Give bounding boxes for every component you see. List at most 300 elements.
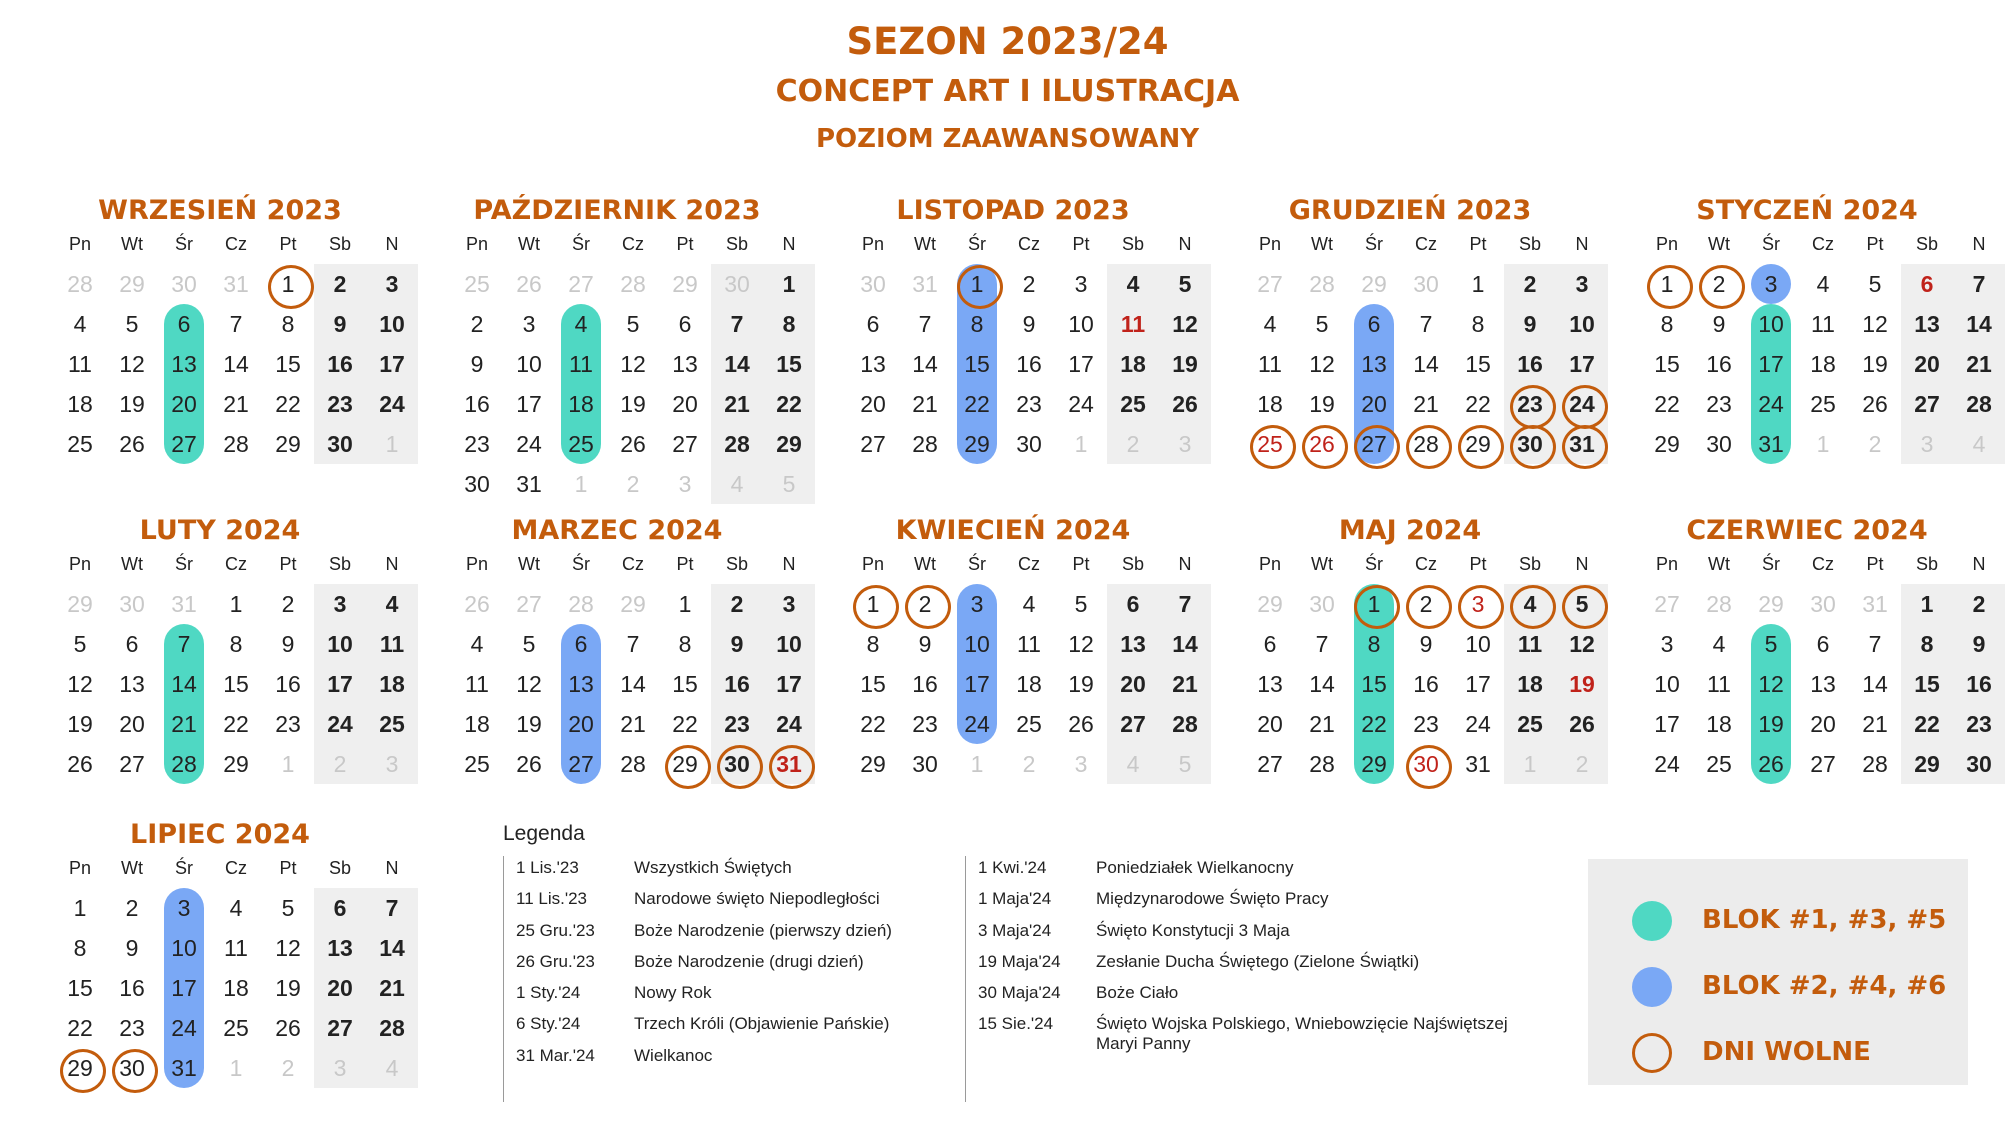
day-cell: 21: [724, 391, 750, 417]
day-cell: 17: [964, 671, 990, 697]
day-cell: 2: [730, 591, 744, 617]
weekday-header: Wt: [518, 234, 540, 254]
weekday-header: Sb: [1915, 554, 1939, 574]
day-cell: 28: [1309, 751, 1335, 777]
day-cell: 26: [1862, 391, 1888, 417]
month-grid: [1244, 554, 1595, 784]
day-cell: 14: [1413, 351, 1439, 377]
weekday-header: Śr: [175, 858, 193, 878]
adjacent-month-day: 28: [1309, 271, 1335, 297]
day-cell: 12: [275, 935, 301, 961]
weekday-header: N: [1575, 554, 1589, 574]
day-cell: 10: [1068, 311, 1094, 337]
day-cell: 4: [1263, 311, 1277, 337]
day-cell: 27: [1914, 391, 1940, 417]
weekday-header: Pn: [68, 858, 92, 878]
weekday-header: Pt: [1469, 554, 1487, 574]
month-name: WRZESIEŃ 2023: [98, 195, 342, 226]
adjacent-month-day: 30: [119, 591, 145, 617]
day-cell: 6: [574, 631, 588, 657]
day-cell: 16: [275, 671, 301, 697]
key-days-off: [1632, 1033, 1952, 1073]
day-cell: 10: [776, 631, 802, 657]
day-cell: 10: [171, 935, 197, 961]
day-cell: 10: [1654, 671, 1680, 697]
day-cell: 5: [1074, 591, 1088, 617]
day-cell: 26: [1068, 711, 1094, 737]
day-cell: 30: [327, 431, 353, 457]
day-cell: 4: [1504, 584, 1556, 624]
adjacent-month-day: 28: [67, 271, 93, 297]
day-cell: 12: [620, 351, 646, 377]
day-cell: 2: [899, 584, 951, 624]
day-cell: 31: [1465, 751, 1491, 777]
day-cell: 5: [626, 311, 640, 337]
day-cell: 23: [327, 391, 353, 417]
adjacent-month-day: 5: [1178, 751, 1192, 777]
day-cell: 13: [171, 351, 197, 377]
day-cell: 21: [1309, 711, 1335, 737]
day-cell: 6: [333, 895, 347, 921]
day-cell: 9: [470, 351, 484, 377]
day-cell: 25: [1810, 391, 1836, 417]
day-cell: 22: [672, 711, 698, 737]
day-cell: 21: [1862, 711, 1888, 737]
day-cell: 16: [1413, 671, 1439, 697]
day-cell: 18: [568, 391, 594, 417]
day-cell: 22: [1465, 391, 1491, 417]
day-cell: 28: [223, 431, 249, 457]
day-cell: 22: [964, 391, 990, 417]
day-cell: 3: [1074, 271, 1088, 297]
weekday-header: Pt: [676, 234, 694, 254]
day-cell: 29: [1361, 751, 1387, 777]
day-cell: 13: [1257, 671, 1283, 697]
day-cell: 1: [229, 591, 243, 617]
day-cell: 27: [171, 431, 197, 457]
legend-row: [966, 1012, 1525, 1054]
day-cell: 17: [1654, 711, 1680, 737]
day-cell: 27: [1810, 751, 1836, 777]
weekday-header: Pn: [1258, 234, 1282, 254]
day-cell: 7: [626, 631, 640, 657]
day-cell: 14: [1172, 631, 1198, 657]
day-cell: 1: [951, 264, 1003, 304]
month-name: CZERWIEC 2024: [1686, 515, 1928, 546]
day-cell: 7: [1868, 631, 1882, 657]
day-cell: 27: [1120, 711, 1146, 737]
adjacent-month-day: 2: [1022, 751, 1036, 777]
day-cell: 9: [1419, 631, 1433, 657]
day-cell: 30: [1706, 431, 1732, 457]
day-cell: 4: [1022, 591, 1036, 617]
day-cell: 5: [1764, 631, 1778, 657]
day-cell: 23: [912, 711, 938, 737]
day-cell: 15: [776, 351, 802, 377]
weekday-header: Śr: [1762, 234, 1780, 254]
weekday-header: Sb: [328, 554, 352, 574]
day-cell: 18: [464, 711, 490, 737]
day-cell: 10: [327, 631, 353, 657]
day-cell: 24: [1654, 751, 1680, 777]
legend-title: Legenda: [503, 822, 585, 845]
weekday-header: Sb: [725, 554, 749, 574]
day-cell: 5: [281, 895, 295, 921]
day-cell: 1: [847, 584, 899, 624]
day-cell: 28: [1400, 424, 1452, 464]
page-title: SEZON 2023/24: [846, 20, 1169, 63]
day-cell: 29: [964, 431, 990, 457]
adjacent-month-day: 28: [568, 591, 594, 617]
month-name: LISTOPAD 2023: [896, 195, 1130, 226]
legend-row: [504, 950, 953, 981]
weekday-header: N: [385, 554, 399, 574]
adjacent-month-day: 1: [1816, 431, 1830, 457]
month-name: LUTY 2024: [139, 515, 301, 546]
month-grid: [54, 234, 405, 464]
day-cell: 19: [119, 391, 145, 417]
weekday-header: N: [1178, 234, 1192, 254]
day-cell: 30: [912, 751, 938, 777]
adjacent-month-day: 30: [1810, 591, 1836, 617]
key-block-odd: [1632, 901, 1952, 941]
day-cell: 14: [171, 671, 197, 697]
weekday-header: Sb: [1518, 554, 1542, 574]
day-cell: 20: [860, 391, 886, 417]
day-cell: 16: [1966, 671, 1992, 697]
day-cell: 3: [782, 591, 796, 617]
adjacent-month-day: 2: [333, 751, 347, 777]
day-cell: 20: [568, 711, 594, 737]
day-cell: 2: [470, 311, 484, 337]
month-0: [40, 188, 405, 464]
day-cell: 7: [1972, 271, 1986, 297]
weekday-header: Pt: [1866, 234, 1884, 254]
day-cell: 25: [568, 431, 594, 457]
day-cell: 25: [379, 711, 405, 737]
weekday-header: N: [1178, 554, 1192, 574]
day-cell: 29: [54, 1048, 106, 1088]
adjacent-month-day: 30: [171, 271, 197, 297]
weekday-header: Wt: [121, 858, 143, 878]
day-cell: 13: [672, 351, 698, 377]
month-name: MAJ 2024: [1338, 515, 1482, 546]
day-cell: 20: [327, 975, 353, 1001]
weekday-header: N: [385, 234, 399, 254]
weekday-header: Pt: [279, 858, 297, 878]
day-cell: 5: [125, 311, 139, 337]
legend-date: 25 Gru.'23: [516, 920, 595, 940]
day-cell: 23: [119, 1015, 145, 1041]
adjacent-month-day: 26: [464, 591, 490, 617]
weekday-header: Pt: [279, 234, 297, 254]
day-cell: 2: [125, 895, 139, 921]
day-cell: 15: [1465, 351, 1491, 377]
day-cell: 16: [327, 351, 353, 377]
day-cell: 16: [1517, 351, 1543, 377]
day-cell: 20: [1120, 671, 1146, 697]
weekday-header: N: [1972, 554, 1986, 574]
day-cell: 21: [1413, 391, 1439, 417]
day-cell: 7: [385, 895, 399, 921]
legend-row: [504, 919, 953, 950]
adjacent-month-day: 1: [1074, 431, 1088, 457]
day-cell: 11: [1258, 351, 1282, 377]
legend-row: [966, 950, 1525, 981]
weekday-header: Cz: [1018, 554, 1040, 574]
weekday-header: Cz: [1018, 234, 1040, 254]
weekday-header: Wt: [1311, 234, 1333, 254]
weekday-header: Śr: [572, 234, 590, 254]
day-cell: 22: [1361, 711, 1387, 737]
course-title: CONCEPT ART I ILUSTRACJA: [775, 74, 1240, 109]
day-cell: 30: [1016, 431, 1042, 457]
day-cell: 29: [1452, 424, 1504, 464]
day-cell: 29: [776, 431, 802, 457]
legend-holiday: Wszystkich Świętych: [634, 858, 792, 877]
day-cell: 5: [1178, 271, 1192, 297]
day-cell: 30: [464, 471, 490, 497]
day-cell: 5: [1556, 584, 1608, 624]
day-cell: 23: [1413, 711, 1439, 737]
adjacent-month-day: 4: [730, 471, 744, 497]
day-cell: 16: [912, 671, 938, 697]
month-grid: [54, 554, 405, 784]
day-cell: 29: [223, 751, 249, 777]
day-cell: 26: [275, 1015, 301, 1041]
day-cell: 24: [1758, 391, 1784, 417]
legend-date: 1 Maja'24: [978, 889, 1052, 909]
day-cell: 19: [620, 391, 646, 417]
day-cell: 8: [866, 631, 880, 657]
month-grid: [1641, 234, 1992, 464]
adjacent-month-day: 31: [912, 271, 938, 297]
legend-holiday: Trzech Króli (Objawienie Pańskie): [634, 1014, 890, 1034]
day-cell: 28: [620, 751, 646, 777]
weekday-header: Pt: [279, 554, 297, 574]
day-cell: 17: [171, 975, 197, 1001]
day-cell: 22: [67, 1015, 93, 1041]
month-name: GRUDZIEŃ 2023: [1288, 195, 1532, 226]
legend-holiday: Narodowe święto Niepodległości: [634, 889, 880, 909]
day-cell: 20: [1361, 391, 1387, 417]
day-cell: 4: [73, 311, 87, 337]
day-cell: 2: [1400, 584, 1452, 624]
day-cell: 25: [464, 751, 490, 777]
day-cell: 19: [1862, 351, 1888, 377]
legend-date: 3 Maja'24: [978, 920, 1052, 940]
legend-row: [504, 856, 953, 887]
adjacent-month-day: 2: [1868, 431, 1882, 457]
adjacent-month-day: 3: [1074, 751, 1088, 777]
day-cell: 22: [776, 391, 802, 417]
day-cell: 13: [860, 351, 886, 377]
adjacent-month-day: 2: [1126, 431, 1140, 457]
ring-icon: [1632, 1033, 1672, 1073]
day-cell: 15: [1914, 671, 1940, 697]
day-cell: 18: [1016, 671, 1042, 697]
day-cell: 6: [1816, 631, 1830, 657]
adjacent-month-day: 31: [223, 271, 249, 297]
weekday-header: Śr: [1762, 554, 1780, 574]
day-cell: 4: [1712, 631, 1726, 657]
day-cell: 12: [1758, 671, 1784, 697]
adjacent-month-day: 1: [574, 471, 588, 497]
adjacent-month-day: 30: [860, 271, 886, 297]
legend-row: [504, 887, 953, 918]
adjacent-month-day: 25: [464, 271, 490, 297]
day-cell: 3: [1452, 584, 1504, 624]
adjacent-month-day: 4: [1972, 431, 1986, 457]
day-cell: 14: [1966, 311, 1992, 337]
day-cell: 25: [1244, 424, 1296, 464]
day-cell: 5: [73, 631, 87, 657]
month-6: [437, 508, 802, 784]
weekday-header: Pn: [861, 554, 885, 574]
day-cell: 12: [1172, 311, 1198, 337]
legend-date: 19 Maja'24: [978, 951, 1061, 971]
adjacent-month-day: 3: [1920, 431, 1934, 457]
weekday-header: Sb: [1121, 554, 1145, 574]
color-key: [1588, 859, 1968, 1085]
adjacent-month-day: 1: [281, 751, 295, 777]
day-cell: 11: [68, 351, 92, 377]
day-cell: 1: [262, 264, 314, 304]
day-cell: 16: [119, 975, 145, 1001]
weekday-header: Sb: [328, 234, 352, 254]
adjacent-month-day: 29: [119, 271, 145, 297]
day-cell: 31: [763, 744, 815, 784]
day-cell: 20: [119, 711, 145, 737]
day-cell: 31: [1758, 431, 1784, 457]
month-9: [1627, 508, 1992, 784]
weekday-header: Pt: [1866, 554, 1884, 574]
legend-holiday: Poniedziałek Wielkanocny: [1096, 858, 1294, 877]
weekday-header: N: [782, 234, 796, 254]
day-cell: 5: [522, 631, 536, 657]
day-cell: 18: [379, 671, 405, 697]
day-cell: 24: [171, 1015, 197, 1041]
weekday-header: Cz: [225, 234, 247, 254]
day-cell: 20: [171, 391, 197, 417]
day-cell: 12: [119, 351, 145, 377]
legend-holiday: Święto Wojska Polskiego, Wniebowzięcie Najświętszej Maryi Panny: [1096, 1014, 1508, 1054]
adjacent-month-day: 1: [970, 751, 984, 777]
legend-date: 26 Gru.'23: [516, 951, 595, 971]
day-cell: 1: [1471, 271, 1485, 297]
adjacent-month-day: 3: [333, 1055, 347, 1081]
day-cell: 13: [1914, 311, 1940, 337]
weekday-header: Pt: [1072, 234, 1090, 254]
day-cell: 26: [516, 751, 542, 777]
adjacent-month-day: 1: [385, 431, 399, 457]
month-grid: [54, 858, 405, 1088]
day-cell: 17: [1569, 351, 1595, 377]
day-cell: 1: [1641, 264, 1693, 304]
day-cell: 14: [724, 351, 750, 377]
legend-row: [966, 981, 1525, 1012]
day-cell: 20: [1810, 711, 1836, 737]
key-block-even: [1632, 967, 1952, 1007]
day-cell: 31: [171, 1055, 197, 1081]
day-cell: 18: [1517, 671, 1543, 697]
weekday-header: Wt: [121, 554, 143, 574]
day-cell: 28: [1966, 391, 1992, 417]
legend-holiday: Boże Narodzenie (drugi dzień): [634, 951, 864, 971]
adjacent-month-day: 4: [1126, 751, 1140, 777]
day-cell: 8: [73, 935, 87, 961]
adjacent-month-day: 2: [1575, 751, 1589, 777]
day-cell: 26: [67, 751, 93, 777]
day-cell: 12: [1862, 311, 1888, 337]
day-cell: 12: [1569, 631, 1595, 657]
day-cell: 24: [1556, 384, 1608, 424]
weekday-header: Cz: [622, 234, 644, 254]
adjacent-month-day: 27: [516, 591, 542, 617]
day-cell: 18: [1706, 711, 1732, 737]
day-cell: 28: [724, 431, 750, 457]
day-cell: 13: [327, 935, 353, 961]
legend: [503, 822, 1508, 1065]
day-cell: 8: [678, 631, 692, 657]
teal-dot-icon: [1632, 901, 1672, 941]
day-cell: 9: [730, 631, 744, 657]
weekday-header: Wt: [518, 554, 540, 574]
day-cell: 18: [223, 975, 249, 1001]
day-cell: 31: [1556, 424, 1608, 464]
day-cell: 10: [1569, 311, 1595, 337]
day-cell: 7: [229, 311, 243, 337]
day-cell: 22: [860, 711, 886, 737]
adjacent-month-day: 27: [568, 271, 594, 297]
month-2: [833, 188, 1198, 464]
day-cell: 3: [385, 271, 399, 297]
day-cell: 3: [1575, 271, 1589, 297]
adjacent-month-day: 29: [1758, 591, 1784, 617]
day-cell: 1: [678, 591, 692, 617]
month-grid: [1244, 234, 1595, 464]
day-cell: 28: [1862, 751, 1888, 777]
day-cell: 19: [1569, 671, 1595, 697]
blue-dot-icon: [1632, 967, 1672, 1007]
day-cell: 21: [620, 711, 646, 737]
weekday-header: Cz: [1415, 554, 1437, 574]
adjacent-month-day: 29: [1361, 271, 1387, 297]
day-cell: 19: [1172, 351, 1198, 377]
month-grid: [451, 234, 802, 504]
adjacent-month-day: 30: [724, 271, 750, 297]
adjacent-month-day: 27: [1654, 591, 1680, 617]
day-cell: 2: [281, 591, 295, 617]
day-cell: 9: [125, 935, 139, 961]
adjacent-month-day: 1: [229, 1055, 243, 1081]
legend-date: 11 Lis.'23: [516, 889, 587, 909]
legend-date: 31 Mar.'24: [516, 1045, 595, 1065]
legend-date: 6 Sty.'24: [516, 1014, 581, 1034]
day-cell: 9: [1972, 631, 1986, 657]
legend-holiday: Zesłanie Ducha Świętego (Zielone Świątki): [1096, 951, 1420, 971]
day-cell: 2: [1693, 264, 1745, 304]
day-cell: 14: [620, 671, 646, 697]
day-cell: 12: [1309, 351, 1335, 377]
adjacent-month-day: 2: [281, 1055, 295, 1081]
day-cell: 19: [1309, 391, 1335, 417]
day-cell: 6: [1263, 631, 1277, 657]
weekday-header: Śr: [968, 554, 986, 574]
day-cell: 8: [1920, 631, 1934, 657]
weekday-header: Sb: [1121, 234, 1145, 254]
day-cell: 8: [1471, 311, 1485, 337]
